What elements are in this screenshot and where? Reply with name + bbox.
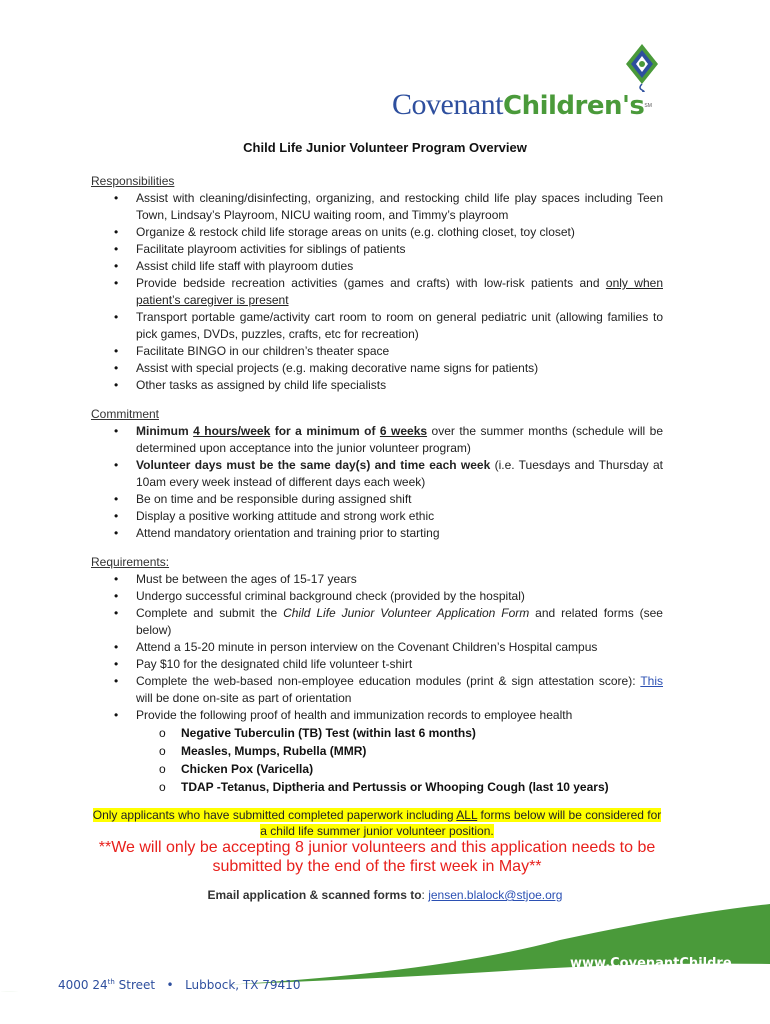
minimum-connector: for a minimum of xyxy=(270,424,380,438)
list-item: • Facilitate playroom activities for siblings of patients xyxy=(91,241,663,258)
notice-post: forms below will be considered for a child life summer junior volunteer position. xyxy=(260,808,662,838)
application-post: and related forms (see below) xyxy=(136,606,663,637)
list-item: • Pay $10 for the designated child life volunteer t-shirt xyxy=(91,656,663,673)
modules-rest: will be done on-site as part of orientation xyxy=(136,691,352,705)
address-separator: • xyxy=(166,978,174,992)
commitment-heading: Commitment xyxy=(91,407,160,421)
list-item: • Assist with special projects (e.g. making decorative name signs for patients) xyxy=(91,360,663,377)
paperwork-notice xyxy=(91,807,663,839)
capacity-alert: **We will only be accepting 8 junior volunteers and this application needs to be submitted by the end of the first week in May** xyxy=(98,839,656,875)
list-item: • Assist child life staff with playroom duties xyxy=(91,258,663,275)
address-street: Street xyxy=(114,978,156,992)
logo-childrens: Children's xyxy=(502,91,645,121)
list-item: • Undergo successful criminal background check (provided by the hospital) xyxy=(91,588,663,605)
address-ordinal: th xyxy=(107,978,115,986)
logo xyxy=(392,44,672,124)
minimum-hours: 4 hours/week xyxy=(193,424,271,438)
list-item: • Attend a 15-20 minute in person interview on the Covenant Children’s Hospital campus xyxy=(91,639,663,656)
list-item: • Be on time and be responsible during assigned shift xyxy=(91,491,663,508)
kite-icon xyxy=(622,44,662,92)
requirements-list xyxy=(91,571,663,724)
immunization-item: o Negative Tuberculin (TB) Test (within last 6 months) xyxy=(91,724,663,742)
email-colon: : xyxy=(421,888,429,902)
responsibilities-list xyxy=(91,190,663,394)
list-item: • Attend mandatory orientation and training prior to starting xyxy=(91,525,663,542)
list-item-bedside xyxy=(91,275,663,309)
logo-trademark: SM xyxy=(644,103,652,109)
days-rule: Volunteer days must be the same day(s) and time each week xyxy=(136,458,491,472)
email-label: Email application & scanned forms to xyxy=(207,888,422,902)
immunization-list xyxy=(91,724,663,796)
list-item: • Organize & restock child life storage areas on units (e.g. clothing closet, toy closet) xyxy=(91,224,663,241)
list-item: • Facilitate BINGO in our children’s theater space xyxy=(91,343,663,360)
minimum-detail: over the summer months (schedule will be determined upon acceptance into the junior volunteer program) xyxy=(136,424,664,455)
page-title: Child Life Junior Volunteer Program Overview xyxy=(243,140,527,155)
bedside-text: Provide bedside recreation activities (games and crafts) with low-risk patients and xyxy=(136,276,606,290)
bedside-caregiver-note: only when patient’s caregiver is present xyxy=(136,276,663,307)
modules-text: Complete the web-based non-employee education modules (print & sign attestation score): xyxy=(136,674,641,688)
immunization-item: o Chicken Pox (Varicella) xyxy=(91,760,663,778)
notice-all: ALL xyxy=(456,808,478,822)
list-item: • Transport portable game/activity cart room to room on general pediatric unit (allowing families to pick games, DVDs, puzzles, crafts, etc for recreation) xyxy=(91,309,663,343)
address-city: Lubbock, TX 79410 xyxy=(185,978,301,992)
logo-covenant: Covenant xyxy=(392,88,503,121)
immunization-item: o Measles, Mumps, Rubella (MMR) xyxy=(91,742,663,760)
email-link[interactable]: jensen.blalock@stjoe.org xyxy=(428,888,563,902)
application-pre: Complete and submit the xyxy=(136,606,284,620)
footer-website: www.CovenantChildre xyxy=(570,956,732,971)
responsibilities-heading: Responsibilities xyxy=(91,174,175,188)
list-item-days xyxy=(91,457,663,491)
requirements-heading: Requirements: xyxy=(91,555,170,569)
commitment-list xyxy=(91,423,663,542)
footer-address xyxy=(58,978,300,992)
list-item-health: • Provide the following proof of health and immunization records to employee health xyxy=(91,707,663,724)
list-item: • Must be between the ages of 15-17 years xyxy=(91,571,663,588)
immunization-item: o TDAP -Tetanus, Diptheria and Pertussis or Whooping Cough (last 10 years) xyxy=(91,778,663,796)
minimum-weeks: 6 weeks xyxy=(379,424,428,438)
minimum-label: Minimum xyxy=(136,424,194,438)
notice-pre: Only applicants who have submitted completed paperwork including xyxy=(92,808,457,822)
address-number: 4000 24 xyxy=(58,978,108,992)
list-item: • Other tasks as assigned by child life specialists xyxy=(91,377,663,394)
modules-link[interactable]: This xyxy=(640,674,663,688)
overview-content xyxy=(91,173,663,796)
logo-wordmark xyxy=(392,88,652,123)
days-example: (i.e. Tuesdays and Thursday at 10am every week instead of different days each week) xyxy=(136,458,663,489)
application-form-name: Child Life Junior Volunteer Application Form xyxy=(283,606,530,620)
list-item: • Assist with cleaning/disinfecting, organizing, and restocking child life play spaces including Teen Town, Lindsay’s Playroom, NICU waiting room, and Timmy’s playroom xyxy=(91,190,663,224)
list-item-minimum xyxy=(91,423,663,457)
list-item-application xyxy=(91,605,663,639)
footer-white-band xyxy=(0,962,770,1024)
list-item-modules xyxy=(91,673,663,707)
list-item: • Display a positive working attitude and strong work ethic xyxy=(91,508,663,525)
